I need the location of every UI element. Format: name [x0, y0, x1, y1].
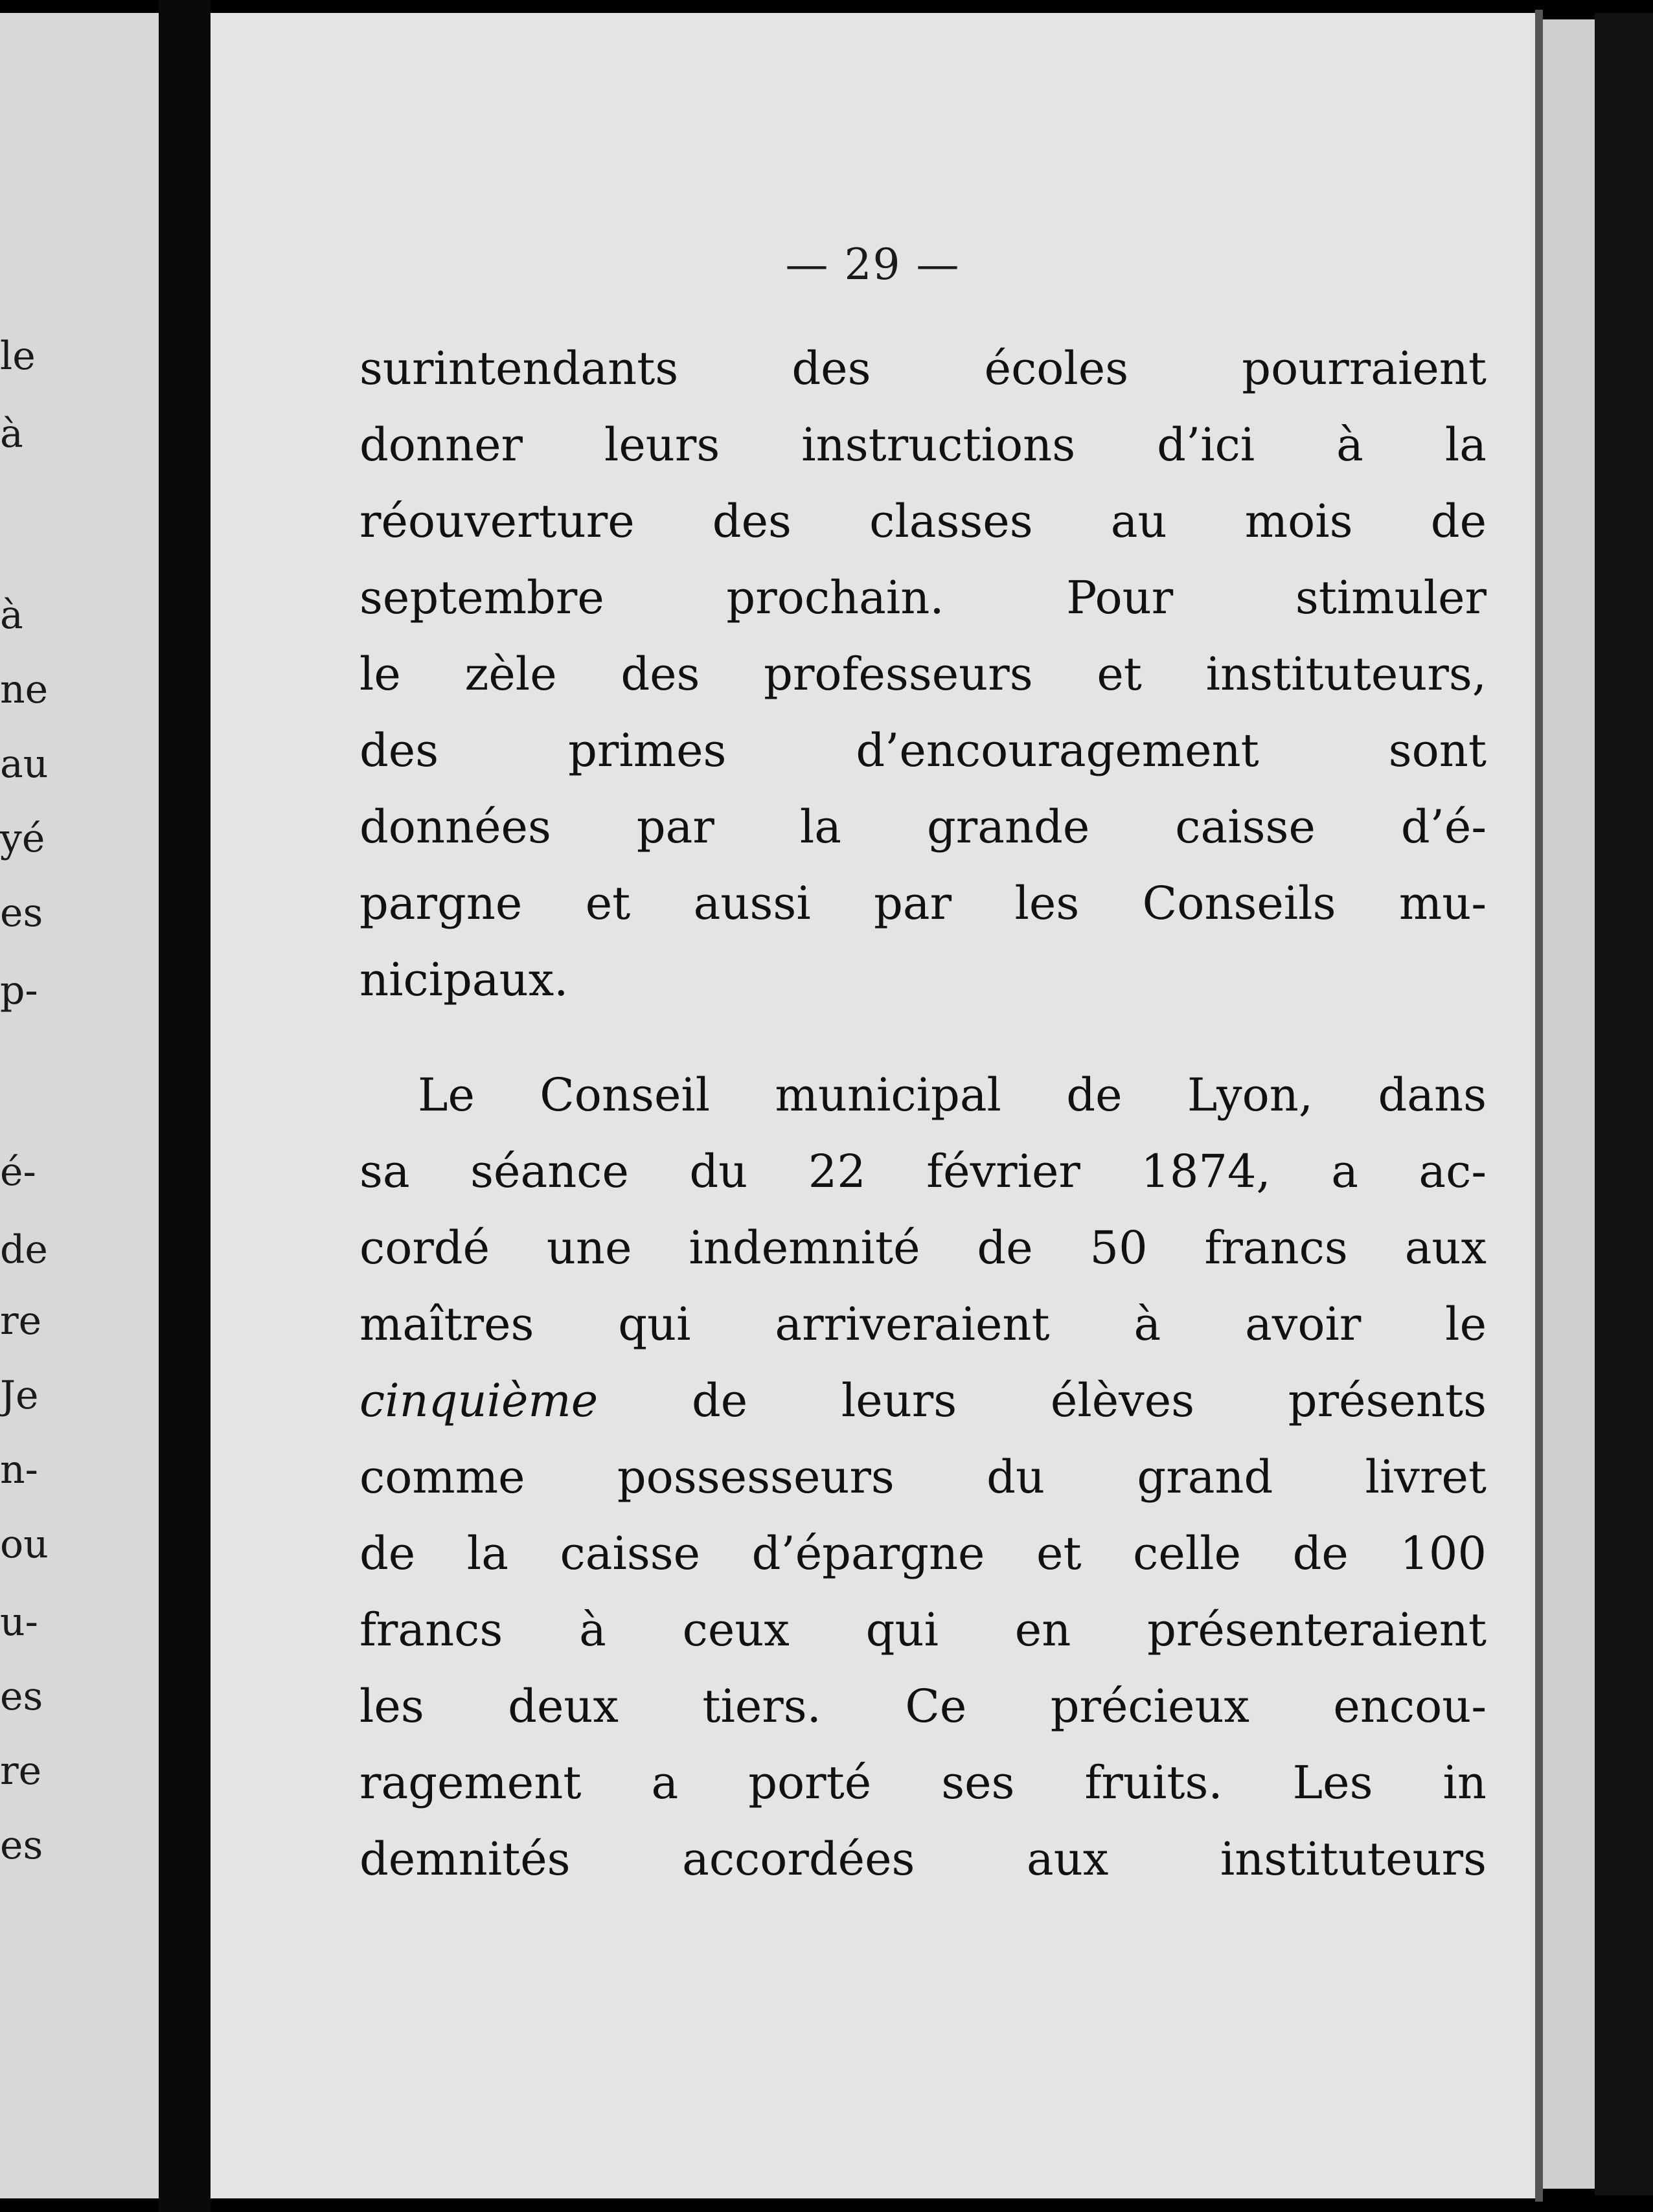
left-fragment: re [0, 1748, 42, 1794]
left-fragment: p- [0, 968, 38, 1013]
text-line: surintendants des écoles pourraient [359, 342, 1487, 395]
left-fragment: re [0, 1298, 42, 1344]
left-fragment: es [0, 1674, 43, 1719]
text-line: ragement a porté ses fruits. Les in [359, 1756, 1487, 1809]
text-line: données par la grande caisse d’é- [359, 800, 1487, 853]
text-line: le zèle des professeurs et instituteurs, [359, 648, 1487, 701]
text-line-with-italic [359, 1362, 1487, 1439]
page-number: — 29 — [785, 240, 961, 289]
text-line: nicipaux. [359, 953, 569, 1006]
left-fragment: é- [0, 1149, 36, 1195]
text-line: donner leurs instructions d’ici à la [359, 418, 1487, 471]
page-body [359, 330, 1487, 1897]
text-line: septembre prochain. Pour stimuler [359, 571, 1487, 624]
left-fragment: yé [0, 816, 45, 861]
left-fragment: Je [0, 1373, 39, 1418]
book-gutter [159, 0, 211, 2212]
text-line: réouverture des classes au mois de [359, 495, 1487, 548]
left-page-fragment [0, 13, 159, 2198]
text-line: sa séance du 22 février 1874, a ac- [359, 1145, 1487, 1198]
left-fragment: ou [0, 1522, 49, 1567]
text-line: de la caisse d’épargne et celle de 100 [359, 1527, 1487, 1580]
text-line: comme possesseurs du grand livret [359, 1450, 1487, 1504]
left-fragment: es [0, 1823, 43, 1868]
page-edge-dark [1595, 13, 1653, 2195]
left-fragment: es [0, 890, 43, 936]
text-line: des primes d’encouragement sont [359, 724, 1487, 777]
text-line: demnités accordées aux instituteurs [359, 1833, 1487, 1886]
left-fragment: à [0, 411, 23, 457]
left-fragment: u- [0, 1599, 38, 1645]
page-edge-shadow [1535, 10, 1543, 2202]
italic-word: cinquième [359, 1374, 598, 1427]
book-page [211, 13, 1535, 2198]
text-line-rest: de leurs élèves présents [691, 1374, 1487, 1427]
paragraph-2 [359, 1057, 1487, 1897]
left-fragment: le [0, 333, 36, 379]
left-fragment: au [0, 741, 49, 787]
left-fragment: de [0, 1227, 48, 1272]
text-line: cordé une indemnité de 50 francs aux [359, 1221, 1487, 1274]
page-edge-stack [1543, 19, 1595, 2189]
text-line: Le Conseil municipal de Lyon, dans [418, 1068, 1487, 1122]
text-line: pargne et aussi par les Conseils mu- [359, 877, 1487, 930]
paragraph-1 [359, 330, 1487, 1018]
left-fragment: ne [0, 667, 49, 712]
left-fragment: n- [0, 1447, 38, 1493]
text-line: francs à ceux qui en présenteraient [359, 1603, 1487, 1656]
left-fragment: à [0, 592, 23, 638]
text-line: maîtres qui arriveraient à avoir le [359, 1298, 1487, 1351]
text-line: les deux tiers. Ce précieux encou- [359, 1680, 1487, 1733]
